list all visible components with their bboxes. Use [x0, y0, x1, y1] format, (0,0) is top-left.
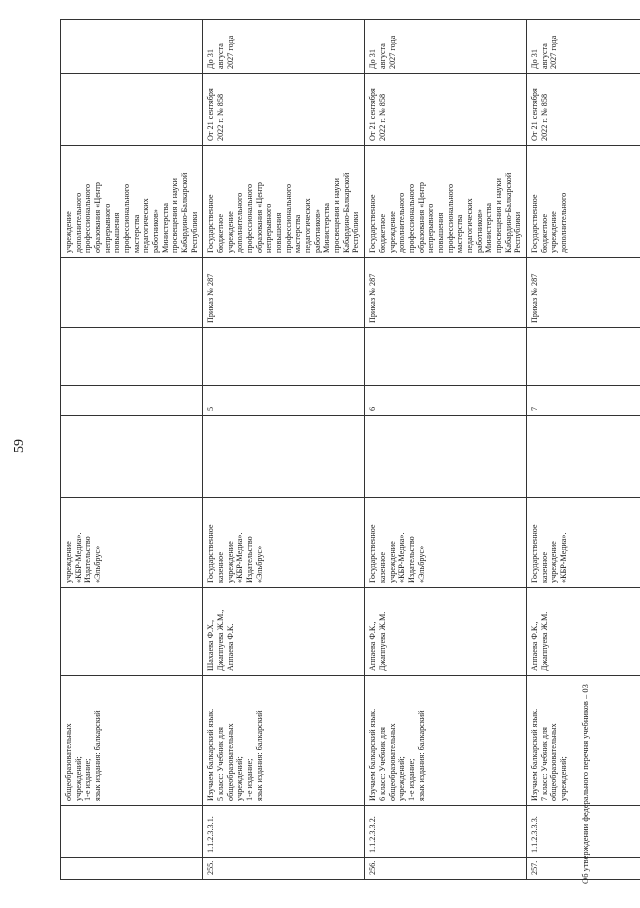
table-cell-order	[365, 258, 527, 328]
textbook-table-wrapper	[60, 20, 578, 880]
table-cell-c6	[365, 416, 527, 498]
cell-text-publisher: учреждение «КБР-Медиа». Издательство «Эльбрус»	[64, 532, 103, 583]
table-cell-c8	[526, 328, 640, 386]
cell-text-authors: Шахаева Ф.Х., Джаппуева Ж.М., Аппаева Ф.К.	[206, 609, 235, 671]
table-cell-num	[365, 858, 527, 880]
table-cell-c7	[203, 386, 365, 416]
table-row	[61, 20, 203, 880]
table-row	[203, 20, 365, 880]
cell-text-title: общеобразовательных учреждений; 1-е издание; язык издания: балкарский	[64, 710, 103, 801]
table-cell-num	[203, 858, 365, 880]
table-cell-date	[365, 74, 527, 146]
page-footer	[580, 684, 590, 884]
cell-text-date: От 21 сентября 2022 г. № 858	[368, 88, 387, 141]
cell-text-order: Приказ № 287	[368, 273, 378, 323]
table-cell-code	[203, 806, 365, 858]
table-cell-deadline	[61, 20, 203, 74]
cell-text-order: Приказ № 287	[206, 273, 216, 323]
table-cell-publisher	[203, 498, 365, 588]
table-row	[365, 20, 527, 880]
cell-text-deadline: До 31 августа 2027 года	[206, 35, 235, 69]
table-cell-c7	[526, 386, 640, 416]
table-cell-c7	[365, 386, 527, 416]
cell-text-code: 1.1.2.3.3.2.	[368, 816, 378, 853]
table-cell-c8	[203, 328, 365, 386]
table-cell-order	[203, 258, 365, 328]
table-cell-order	[61, 258, 203, 328]
table-cell-title	[365, 676, 527, 806]
table-cell-expert	[61, 146, 203, 258]
page-number-text: 59	[12, 439, 27, 453]
footer-text: Об утверждении федерального перечня учебников – 03	[580, 684, 590, 884]
table-cell-publisher	[365, 498, 527, 588]
table-cell-expert	[203, 146, 365, 258]
table-cell-date	[61, 74, 203, 146]
table-cell-code	[61, 806, 203, 858]
textbook-table	[60, 19, 640, 880]
cell-text-expert: Государственное бюджетное учреждение дополнительного	[529, 192, 568, 253]
table-cell-publisher	[526, 498, 640, 588]
cell-text-title: Изучаем балкарский язык. 7 класс: Учебник для общеобразовательных учреждений;	[529, 708, 568, 801]
table-cell-c6	[203, 416, 365, 498]
table-cell-title	[61, 676, 203, 806]
cell-text-num: 255.	[206, 860, 216, 875]
cell-text-code: 1.1.2.3.3.3.	[529, 816, 539, 853]
cell-text-authors: Аппаева Ф.К., Джаппуева Ж.М.	[529, 611, 549, 671]
cell-text-expert: учреждение дополнительного профессионального образования «Центр непрерывного повышения профессионального мастерства педагогических работников» Министерства просвещения и науки Кабардино-Балкарской Республики	[64, 172, 199, 253]
table-cell-code	[365, 806, 527, 858]
table-cell-deadline	[203, 20, 365, 74]
cell-text-c7: 6	[368, 406, 378, 411]
table-cell-c8	[365, 328, 527, 386]
cell-text-code: 1.1.2.3.3.1.	[206, 816, 216, 853]
cell-text-num: 257.	[529, 860, 539, 875]
cell-text-title: Изучаем балкарский язык. 5 класс: Учебник для общеобразовательных учреждений; 1-е издание; язык издания: балкарский	[206, 708, 264, 801]
cell-text-c7: 7	[529, 406, 539, 411]
cell-text-num: 256.	[368, 860, 378, 875]
rotated-table-container	[60, 20, 578, 880]
cell-text-date: От 21 сентября 2022 г. № 858	[206, 88, 226, 141]
table-cell-expert	[526, 146, 640, 258]
cell-text-deadline: До 31 августа 2027 года	[529, 35, 559, 69]
page-number	[12, 439, 27, 453]
table-cell-authors	[526, 588, 640, 676]
table-cell-title	[203, 676, 365, 806]
cell-text-publisher: Государственное казенное учреждение «КБР-Медиа». Издательство «Эльбрус»	[206, 524, 264, 583]
table-cell-authors	[365, 588, 527, 676]
table-cell-c6	[526, 416, 640, 498]
cell-text-publisher: Государственное казенное учреждение «КБР-Медиа».	[529, 524, 568, 583]
table-cell-deadline	[365, 20, 527, 74]
table-cell-expert	[365, 146, 527, 258]
cell-text-expert: Государственное бюджетное учреждение дополнительного профессионального образования «Центр непрерывного повышения профессионального мастерства педагогических работников» Министерства просвещения и науки Кабардино-Балкарской Республики	[206, 172, 361, 253]
table-cell-authors	[61, 588, 203, 676]
table-cell-deadline	[526, 20, 640, 74]
cell-text-deadline: До 31 августа 2027 года	[368, 35, 397, 69]
table-cell-authors	[203, 588, 365, 676]
cell-text-order: Приказ № 287	[529, 273, 539, 323]
cell-text-publisher: Государственное казенное учреждение «КБР-Медиа». Издательство «Эльбрус»	[368, 524, 426, 583]
cell-text-title: Изучаем балкарский язык. 6 класс: Учебник для общеобразовательных учреждений; 1-е издание; язык издания: балкарский	[368, 708, 426, 801]
cell-text-date: От 21 сентября 2022 г. № 858	[529, 88, 549, 141]
table-cell-c7	[61, 386, 203, 416]
table-cell-c8	[61, 328, 203, 386]
cell-text-c7: 5	[206, 406, 216, 411]
table-cell-c6	[61, 416, 203, 498]
table-cell-publisher	[61, 498, 203, 588]
table-cell-order	[526, 258, 640, 328]
cell-text-authors: Аппаева Ф.К., Джаппуева Ж.М.	[368, 611, 387, 671]
table-cell-date	[526, 74, 640, 146]
table-cell-num	[61, 858, 203, 880]
cell-text-expert: Государственное бюджетное учреждение дополнительного профессионального образования «Центр непрерывного повышения профессионального мастерства педагогических работников» Министерства просвещения и науки Кабардино-Балкарской Республики	[368, 172, 523, 253]
table-cell-date	[203, 74, 365, 146]
